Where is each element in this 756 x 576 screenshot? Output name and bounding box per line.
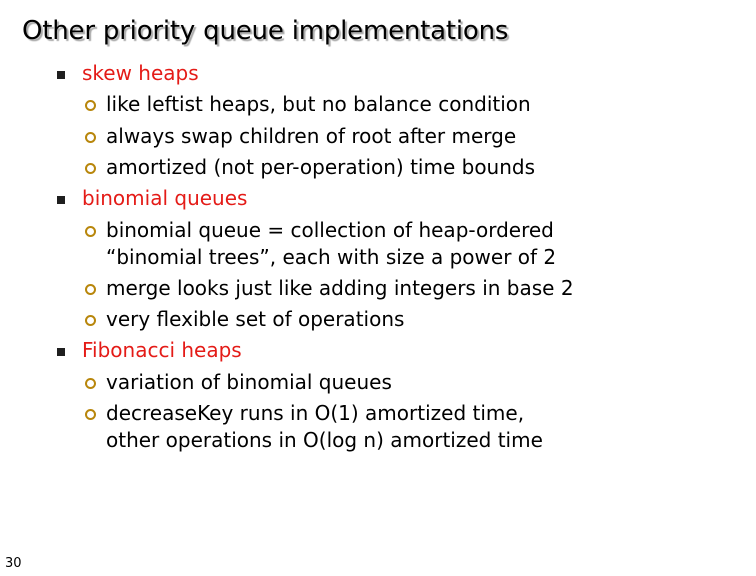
level2-bullet-icon [85,378,96,389]
page-number: 30 [5,556,22,571]
level1-item-label: binomial queues [82,186,248,211]
level2-item-text: “binomial trees”, each with size a power of 2 [106,244,557,269]
level1-item-label: Fibonacci heaps [82,338,242,363]
level2-bullet-icon [85,315,96,326]
level2-item-text: amortized (not per-operation) time bounds [106,154,536,179]
level2-item-text: very flexible set of operations [106,307,405,332]
level2-bullet-icon [85,163,96,174]
level2-bullet-icon [85,100,96,111]
level2-item-text: variation of binomial queues [106,369,392,394]
level1-bullet-icon [57,71,65,79]
level2-item-text: always swap children of root after merge [106,123,517,148]
level2-bullet-icon [85,284,96,295]
level2-item-text: binomial queue = collection of heap-ordered [106,217,554,242]
level2-bullet-icon [85,226,96,237]
level1-bullet-icon [57,348,65,356]
level2-bullet-icon [85,132,96,143]
level1-bullet-icon [57,196,65,204]
level2-item-text: other operations in O(log n) amortized time [106,428,543,452]
level2-item-text: decreaseKey runs in O(1) amortized time, [106,401,525,425]
level2-bullet-icon [85,409,96,420]
level1-item-label: skew heaps [82,61,199,85]
slide-title: Other priority queue implementations [22,16,509,46]
level2-item-text: merge looks just like adding integers in base 2 [106,275,574,300]
level2-item-text: like leftist heaps, but no balance condition [106,92,531,117]
